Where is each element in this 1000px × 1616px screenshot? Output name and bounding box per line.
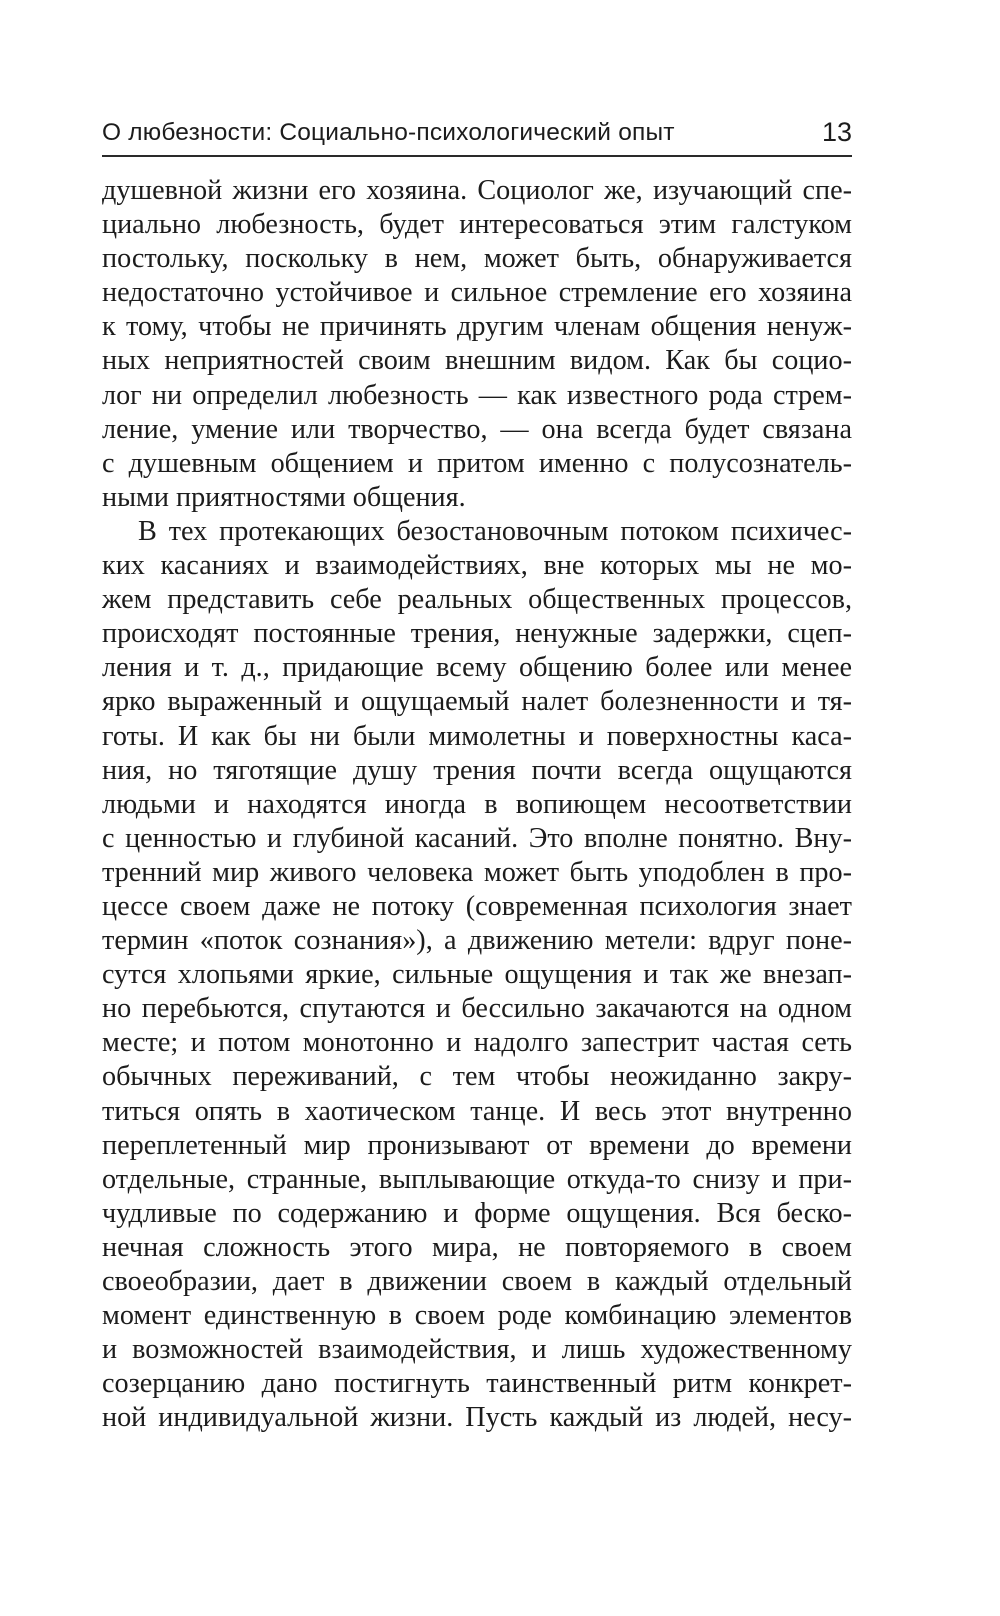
text-line: готы. И как бы ни были мимолетны и поверхностны каса- bbox=[102, 720, 852, 752]
text-line: ных неприятностей своим внешним видом. Как бы социо- bbox=[102, 345, 852, 377]
text-line: но перебьются, спутаются и бессильно закачаются на одном bbox=[102, 993, 852, 1025]
text-line: В тех протекающих безостановочным потоком психичес- bbox=[138, 515, 852, 547]
text-line: термин «поток сознания»), а движению метели: вдруг поне- bbox=[102, 925, 852, 957]
text-line: отдельные, странные, выплывающие откуда-то снизу и при- bbox=[102, 1163, 852, 1195]
text-line: нечная сложность этого мира, не повторяемого в своем bbox=[102, 1231, 852, 1263]
text-line: лог ни определил любезность — как известного рода стрем- bbox=[102, 379, 852, 411]
text-line: ких касаниях и взаимодействиях, вне которых мы не мо- bbox=[102, 550, 852, 582]
text-line: ной индивидуальной жизни. Пусть каждый из людей, несу- bbox=[102, 1402, 852, 1434]
text-line: циально любезность, будет интересоваться этим галстуком bbox=[102, 209, 852, 241]
text-line: ния, но тяготящие душу трения почти всегда ощущаются bbox=[102, 754, 852, 786]
text-line: происходят постоянные трения, ненужные задержки, сцеп- bbox=[102, 618, 852, 650]
text-line: с ценностью и глубиной касаний. Это вполне понятно. Вну- bbox=[102, 822, 852, 854]
text-line: недостаточно устойчивое и сильное стремление его хозяина bbox=[102, 277, 852, 309]
text-line: с душевным общением и притом именно с полусознатель- bbox=[102, 447, 852, 479]
text-line: чудливые по содержанию и форме ощущения. Вся беско- bbox=[102, 1197, 852, 1229]
text-line: ление, умение или творчество, — она всегда будет связана bbox=[102, 413, 852, 445]
text-line: жем представить себе реальных общественных процессов, bbox=[102, 584, 852, 616]
text-line: к тому, чтобы не причинять другим членам общения ненуж- bbox=[102, 311, 852, 343]
text-line: сутся хлопьями яркие, сильные ощущения и так же внезап- bbox=[102, 959, 852, 991]
text-line: тренний мир живого человека может быть уподоблен в про- bbox=[102, 856, 852, 888]
text-line: месте; и потом монотонно и надолго запестрит частая сеть bbox=[102, 1027, 852, 1059]
text-line: постольку, поскольку в нем, может быть, обнаруживается bbox=[102, 243, 852, 275]
text-line: ярко выраженный и ощущаемый налет болезненности и тя- bbox=[102, 686, 852, 718]
text-line: титься опять в хаотическом танце. И весь этот внутренно bbox=[102, 1095, 852, 1127]
text-line: и возможностей взаимодействия, и лишь художественному bbox=[102, 1334, 852, 1366]
text-line: людьми и находятся иногда в вопиющем несоответствии bbox=[102, 788, 852, 820]
text-line: переплетенный мир пронизывают от времени до времени bbox=[102, 1129, 852, 1161]
text-line: момент единственную в своем роде комбинацию элементов bbox=[102, 1300, 852, 1332]
text-line: цессе своем даже не потоку (современная психология знает bbox=[102, 890, 852, 922]
running-title: О любезности: Социально-психологический опыт bbox=[102, 119, 675, 146]
running-header bbox=[102, 117, 852, 157]
body-text bbox=[102, 174, 852, 1435]
text-line: ления и т. д., придающие всему общению более или менее bbox=[102, 652, 852, 684]
text-line: своеобразии, дает в движении своем в каждый отдельный bbox=[102, 1266, 852, 1297]
text-line: обычных переживаний, с тем чтобы неожиданно закру- bbox=[102, 1061, 852, 1093]
text-line: душевной жизни его хозяина. Социолог же, изучающий спе- bbox=[102, 175, 852, 206]
page-number: 13 bbox=[821, 117, 852, 147]
text-line: созерцанию дано постигнуть таинственный ритм конкрет- bbox=[102, 1368, 852, 1400]
text-line: ными приятностями общения. bbox=[102, 481, 466, 513]
